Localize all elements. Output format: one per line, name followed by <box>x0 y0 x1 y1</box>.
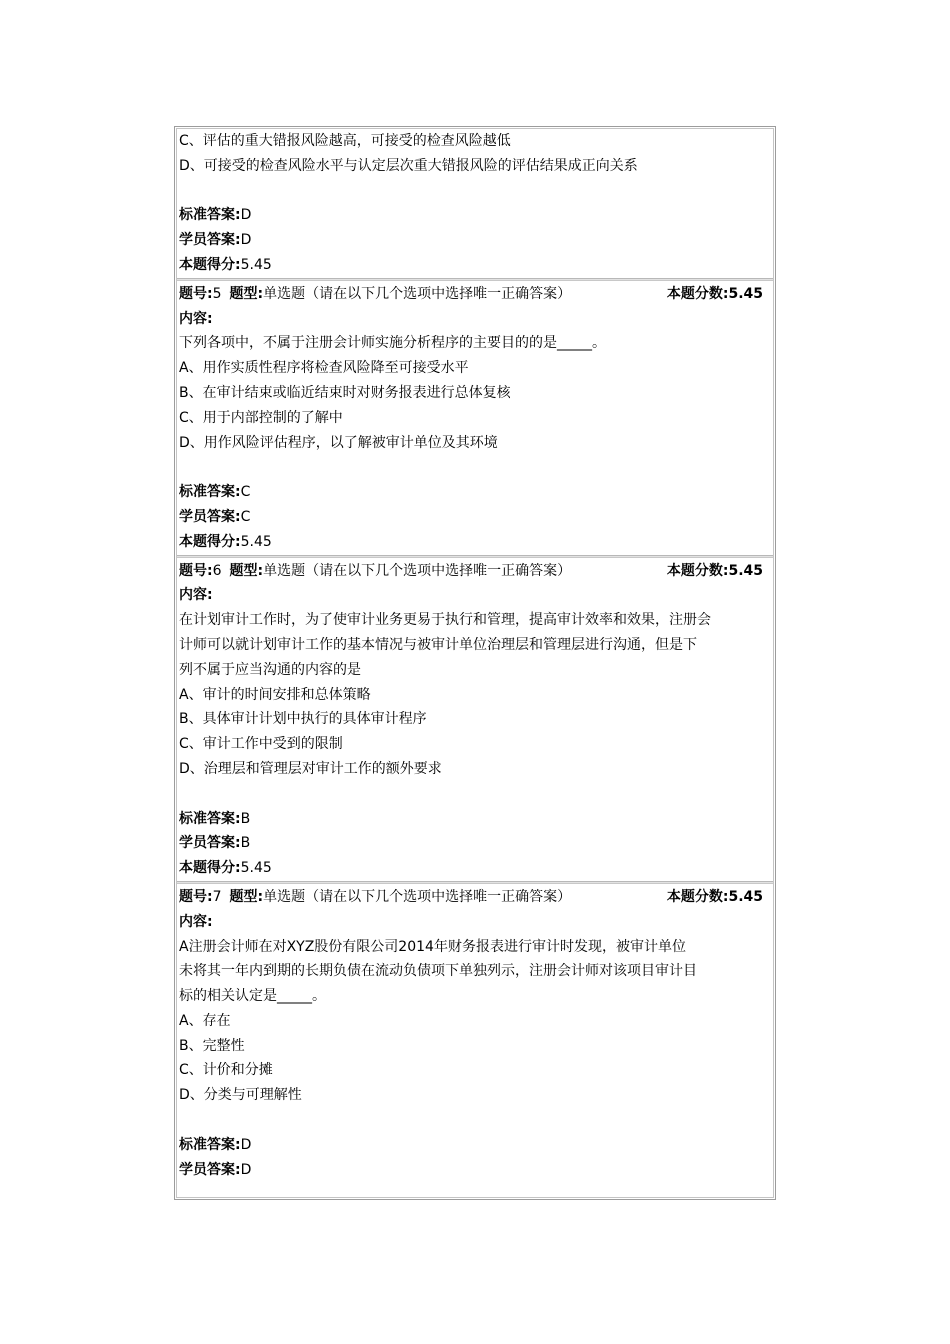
student-answer-value: B <box>240 835 251 852</box>
question-number-label: 题号: <box>179 285 213 302</box>
score-obtained <box>179 856 773 881</box>
question-block-4 <box>177 129 773 279</box>
standard-answer-label: 标准答案: <box>179 810 241 827</box>
question-stem-line: 计师可以就计划审计工作的基本情况与被审计单位治理层和管理层进行沟通，但是下 <box>179 636 697 653</box>
question-header <box>179 282 773 307</box>
question-stem-line: A注册会计师在对XYZ股份有限公司2014年财务报表进行审计时发现，被审计单位 <box>179 938 686 955</box>
standard-answer <box>179 203 773 228</box>
score-obtained-label: 本题得分: <box>179 256 241 273</box>
question-stem: 下列各项中，不属于注册会计师实施分析程序的主要目的的是_____。 <box>179 335 606 352</box>
question-score-label: 本题分数: <box>666 888 729 905</box>
question-block-7 <box>177 885 773 1183</box>
student-answer-value: D <box>240 1161 252 1178</box>
question-block-5 <box>177 282 773 556</box>
question-header <box>179 885 773 910</box>
question-type-label: 题型: <box>229 285 264 302</box>
option-a: A、存在 <box>179 1012 231 1029</box>
standard-answer <box>179 807 773 832</box>
spacer <box>179 1108 773 1133</box>
score-obtained-value: 5.45 <box>240 256 272 273</box>
question-score: 5.45 <box>728 285 763 302</box>
standard-answer-value: D <box>240 1136 252 1153</box>
option-d: D、用作风险评估程序，以了解被审计单位及其环境 <box>179 434 498 451</box>
student-answer-label: 学员答案: <box>179 835 241 852</box>
spacer <box>179 179 773 204</box>
question-score-label: 本题分数: <box>666 562 729 579</box>
option-a: A、审计的时间安排和总体策略 <box>179 686 371 703</box>
option-b: B、具体审计计划中执行的具体审计程序 <box>179 711 427 728</box>
content-label: 内容: <box>179 310 213 327</box>
standard-answer <box>179 1133 773 1158</box>
score-obtained-value: 5.45 <box>240 533 272 550</box>
standard-answer-value: C <box>240 484 251 501</box>
student-answer <box>179 831 773 856</box>
question-type: 单选题（请在以下几个选项中选择唯一正确答案） <box>263 285 572 302</box>
question-number-label: 题号: <box>179 562 213 579</box>
exam-record-frame <box>176 128 774 1198</box>
exam-record-sheet <box>174 126 776 1200</box>
student-answer <box>179 505 773 530</box>
question-block-6 <box>177 559 773 882</box>
question-stem-line: 标的相关认定是_____。 <box>179 988 326 1005</box>
question-type: 单选题（请在以下几个选项中选择唯一正确答案） <box>263 562 572 579</box>
question-score-label: 本题分数: <box>666 285 729 302</box>
score-obtained-label: 本题得分: <box>179 533 241 550</box>
content-label: 内容: <box>179 587 213 604</box>
option-c: C、审计工作中受到的限制 <box>179 736 343 753</box>
option-c: C、评估的重大错报风险越高，可接受的检查风险越低 <box>179 133 511 149</box>
option-d: D、可接受的检查风险水平与认定层次重大错报风险的评估结果成正向关系 <box>179 157 638 174</box>
question-score: 5.45 <box>728 562 763 579</box>
question-header <box>179 559 773 584</box>
question-number-label: 题号: <box>179 888 213 905</box>
standard-answer-label: 标准答案: <box>179 207 241 224</box>
score-obtained <box>179 253 773 278</box>
question-number: 7 <box>212 888 222 905</box>
standard-answer-label: 标准答案: <box>179 1136 241 1153</box>
score-obtained <box>179 530 773 555</box>
question-stem-line: 未将其一年内到期的长期负债在流动负债项下单独列示，注册会计师对该项目审计目 <box>179 963 697 980</box>
student-answer <box>179 228 773 253</box>
student-answer-value: C <box>240 508 251 525</box>
standard-answer-value: B <box>240 810 251 827</box>
student-answer-label: 学员答案: <box>179 508 241 525</box>
option-c: C、用于内部控制的了解中 <box>179 409 343 426</box>
score-obtained-label: 本题得分: <box>179 860 241 877</box>
question-score: 5.45 <box>728 888 763 905</box>
question-stem-line: 在计划审计工作时，为了使审计业务更易于执行和管理，提高审计效率和效果，注册会 <box>179 612 711 629</box>
question-stem-line: 列不属于应当沟通的内容的是 <box>179 661 361 678</box>
student-answer-label: 学员答案: <box>179 232 241 249</box>
question-number: 5 <box>212 285 222 302</box>
score-obtained-value: 5.45 <box>240 860 272 877</box>
standard-answer-value: D <box>240 207 252 224</box>
question-type: 单选题（请在以下几个选项中选择唯一正确答案） <box>263 888 572 905</box>
question-number: 6 <box>212 562 222 579</box>
standard-answer <box>179 480 773 505</box>
option-b: B、完整性 <box>179 1037 245 1054</box>
student-answer-label: 学员答案: <box>179 1161 241 1178</box>
standard-answer-label: 标准答案: <box>179 484 241 501</box>
student-answer-value: D <box>240 232 252 249</box>
student-answer <box>179 1158 773 1183</box>
option-d: D、分类与可理解性 <box>179 1087 302 1104</box>
spacer <box>179 455 773 480</box>
option-c: C、计价和分摊 <box>179 1062 273 1079</box>
question-type-label: 题型: <box>229 562 264 579</box>
option-b: B、在审计结束或临近结束时对财务报表进行总体复核 <box>179 384 511 401</box>
spacer <box>179 782 773 807</box>
option-a: A、用作实质性程序将检查风险降至可接受水平 <box>179 360 469 377</box>
content-label: 内容: <box>179 913 213 930</box>
option-d: D、治理层和管理层对审计工作的额外要求 <box>179 760 442 777</box>
question-type-label: 题型: <box>229 888 264 905</box>
